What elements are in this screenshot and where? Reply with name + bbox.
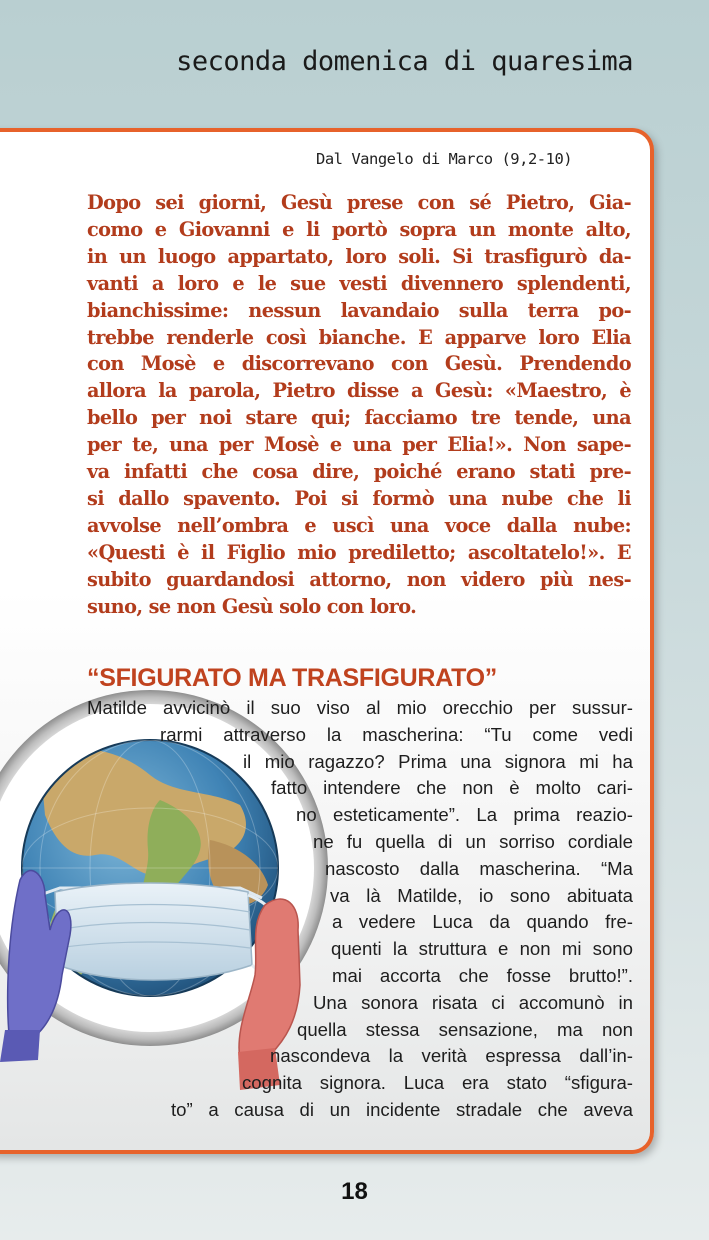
- reflection-text: [0, 695, 633, 1124]
- reflection-line: va là Matilde, io sono abituata: [330, 884, 633, 906]
- reflection-line: a vedere Luca da quando fre-: [332, 911, 633, 933]
- reflection-line: mai accorta che fosse brutto!”.: [332, 964, 633, 986]
- reflection-line: nascosto dalla mascherina. “Ma: [325, 857, 633, 879]
- gospel-line: va infatti che cosa dire, poiché erano stati pre-: [87, 460, 631, 484]
- reflection-line: Una sonora risata ci accomunò in: [313, 991, 633, 1013]
- reflection-line: rarmi attraverso la mascherina: “Tu come vedi: [160, 723, 633, 745]
- gospel-line: allora la parola, Pietro disse a Gesù: «Maestro, è: [87, 379, 631, 403]
- reflection-line: quenti la struttura e non mi sono: [331, 938, 633, 960]
- gospel-line: suno, se non Gesù solo con loro.: [87, 594, 417, 618]
- reflection-line: no esteticamente”. La prima reazio-: [296, 804, 633, 826]
- running-header: seconda domenica di quaresima: [176, 46, 633, 77]
- reflection-line: cognita signora. Luca era stato “sfigura-: [242, 1072, 633, 1094]
- gospel-line: como e Giovanni e li portò sopra un monte alto,: [87, 217, 631, 241]
- gospel-line: «Questi è il Figlio mio prediletto; ascoltatelo!». E: [87, 540, 631, 564]
- reflection-line: Matilde avvicinò il suo viso al mio orecchio per sussur-: [87, 697, 633, 718]
- gospel-line: in un luogo appartato, loro soli. Si trasfigurò da-: [87, 244, 631, 268]
- reflection-line: to” a causa di un incidente stradale che aveva: [171, 1098, 633, 1120]
- reflection-line: il mio ragazzo? Prima una signora mi ha: [243, 750, 633, 772]
- gospel-line: avvolse nell’ombra e uscì una voce dalla nube:: [87, 513, 631, 537]
- gospel-line: Dopo sei giorni, Gesù prese con sé Pietro, Gia-: [87, 191, 631, 214]
- reflection-line: quella stessa sensazione, ma non: [297, 1018, 633, 1040]
- gospel-line: subito guardandosi attorno, non videro più nes-: [87, 567, 631, 591]
- gospel-line: si dallo spavento. Poi si formò una nube che li: [87, 486, 631, 510]
- reflection-line: nascondeva la verità espressa dall’in-: [270, 1045, 633, 1067]
- gospel-line: trebbe renderle così bianche. E apparve loro Elia: [87, 325, 631, 349]
- gospel-line: per te, una per Mosè e una per Elia!». Non sape-: [87, 433, 631, 457]
- reflection-line: fatto intendere che non è molto cari-: [271, 777, 633, 799]
- reflection-line: ne fu quella di un sorriso cordiale: [313, 830, 633, 852]
- page-number: 18: [341, 1178, 368, 1205]
- gospel-line: con Mosè e discorrevano con Gesù. Prendendo: [87, 352, 631, 376]
- gospel-line: vanti a loro e le sue vesti divennero splendenti,: [87, 271, 631, 295]
- reflection-title: “SFIGURATO MA TRASFIGURATO”: [87, 664, 497, 692]
- gospel-line: bianchissime: nessun lavandaio sulla terra po-: [87, 298, 631, 322]
- gospel-source: Dal Vangelo di Marco (9,2-10): [316, 150, 573, 168]
- gospel-line: bello per noi stare qui; facciamo tre tende, una: [87, 406, 631, 430]
